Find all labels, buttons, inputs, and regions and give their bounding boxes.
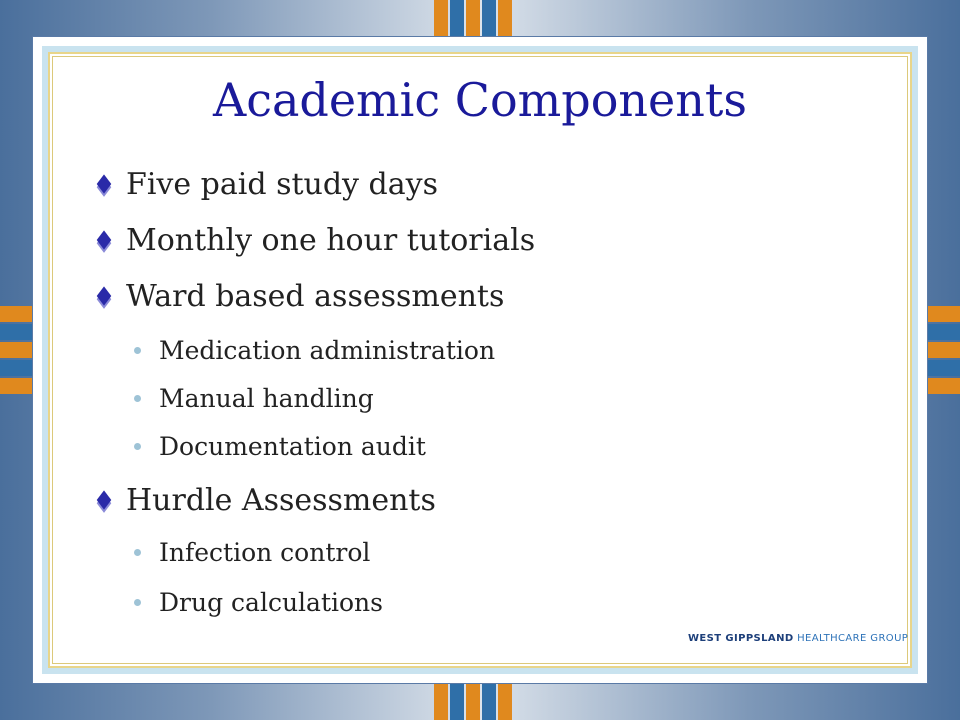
sub-bullet-item — [134, 376, 374, 420]
bullet-text: Five paid study days — [126, 166, 438, 202]
diamond-bullet-icon — [97, 174, 112, 193]
diamond-bullet-icon — [97, 230, 112, 249]
logo-text — [688, 633, 908, 644]
sub-bullet-item — [134, 580, 383, 624]
slide-title: Academic Components — [212, 73, 747, 127]
dot-bullet-icon — [134, 599, 141, 606]
logo-name-bold: WEST GIPPSLAND — [688, 632, 794, 644]
diamond-bullet-icon — [97, 490, 112, 509]
dot-bullet-icon — [134, 395, 141, 402]
sub-bullet-item — [134, 424, 426, 468]
sub-bullet-text: Infection control — [159, 537, 371, 567]
diamond-bullet-icon — [97, 286, 112, 305]
organization-logo — [684, 616, 909, 660]
sub-bullet-text: Drug calculations — [159, 587, 383, 617]
sub-bullet-item — [134, 328, 495, 372]
sub-bullet-text: Medication administration — [159, 335, 496, 365]
sub-bullet-item — [134, 530, 370, 574]
logo-name-light: HEALTHCARE GROUP — [797, 632, 909, 644]
dot-bullet-icon — [134, 347, 141, 354]
dot-bullet-icon — [134, 443, 141, 450]
bullet-text: Ward based assessments — [126, 278, 505, 314]
sub-bullet-text: Manual handling — [159, 383, 374, 413]
bullet-text: Hurdle Assessments — [126, 482, 436, 518]
bullet-item — [94, 162, 438, 206]
dot-bullet-icon — [134, 549, 141, 556]
bullet-item — [94, 478, 436, 522]
sub-bullet-text: Documentation audit — [159, 431, 426, 461]
bullet-item — [94, 218, 535, 262]
bullet-item — [94, 274, 504, 318]
bullet-text: Monthly one hour tutorials — [126, 222, 536, 258]
